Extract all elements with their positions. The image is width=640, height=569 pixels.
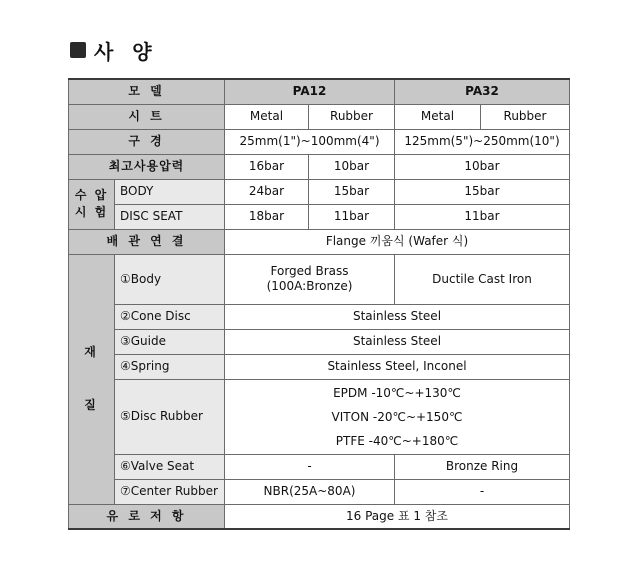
max-pressure-label: 최고사용압력 (69, 154, 225, 179)
material-center-rubber-pa12: NBR(25A~80A) (225, 479, 395, 504)
row-material-disc-rubber (69, 379, 570, 454)
hydro-disc-pa32: 11bar (395, 204, 570, 229)
material-valve-seat-label: ⑥Valve Seat (115, 454, 225, 479)
hydro-disc-pa12-metal: 18bar (225, 204, 309, 229)
hydro-body-pa12-metal: 24bar (225, 179, 309, 204)
row-material-guide (69, 329, 570, 354)
material-label (69, 254, 115, 504)
model-pa32: PA32 (395, 79, 570, 104)
seat-pa12-metal: Metal (225, 104, 309, 129)
material-disc-rubber-label: ⑤Disc Rubber (115, 379, 225, 454)
row-material-cone (69, 304, 570, 329)
material-cone-value: Stainless Steel (225, 304, 570, 329)
material-body-pa12-line2: (100A:Bronze) (266, 279, 353, 293)
material-body-pa12-line1: Forged Brass (270, 264, 349, 278)
seat-pa12-rubber: Rubber (309, 104, 395, 129)
material-label-bottom: 질 (84, 398, 99, 412)
max-pressure-pa12-metal: 16bar (225, 154, 309, 179)
row-material-center-rubber (69, 479, 570, 504)
row-hydro-disc (69, 204, 570, 229)
row-model (69, 79, 570, 104)
seat-pa32-metal: Metal (395, 104, 481, 129)
section-title (70, 36, 158, 64)
spec-table (68, 78, 570, 530)
max-pressure-pa32: 10bar (395, 154, 570, 179)
material-guide-label: ③Guide (115, 329, 225, 354)
material-body-pa32: Ductile Cast Iron (395, 254, 570, 304)
flow-resistance-label: 유 로 저 항 (69, 504, 225, 529)
material-body-label: ①Body (115, 254, 225, 304)
material-spring-value: Stainless Steel, Inconel (225, 354, 570, 379)
square-bullet-icon (70, 42, 86, 58)
material-center-rubber-pa32: - (395, 479, 570, 504)
hydro-test-label-line1: 수 압 (74, 188, 109, 202)
max-pressure-pa12-rubber: 10bar (309, 154, 395, 179)
material-spring-label: ④Spring (115, 354, 225, 379)
seat-label: 시 트 (69, 104, 225, 129)
hydro-body-pa32: 15bar (395, 179, 570, 204)
seat-pa32-rubber: Rubber (481, 104, 570, 129)
disc-rubber-viton: VITON -20℃~+150℃ (331, 409, 463, 424)
section-title-text: 사 양 (94, 39, 158, 64)
row-max-pressure (69, 154, 570, 179)
flow-resistance-value: 16 Page 표 1 참조 (225, 504, 570, 529)
hydro-test-label-line2: 시 험 (74, 205, 109, 219)
connection-value: Flange 끼움식 (Wafer 식) (225, 229, 570, 254)
row-material-valve-seat (69, 454, 570, 479)
material-guide-value: Stainless Steel (225, 329, 570, 354)
hydro-disc-pa12-rubber: 11bar (309, 204, 395, 229)
model-pa12: PA12 (225, 79, 395, 104)
material-disc-rubber-values (225, 379, 570, 454)
connection-label: 배 관 연 결 (69, 229, 225, 254)
disc-rubber-epdm: EPDM -10℃~+130℃ (333, 385, 461, 400)
disc-rubber-ptfe: PTFE -40℃~+180℃ (335, 433, 459, 448)
material-valve-seat-pa12: - (225, 454, 395, 479)
row-size (69, 129, 570, 154)
row-hydro-body (69, 179, 570, 204)
size-pa32: 125mm(5")~250mm(10") (395, 129, 570, 154)
size-pa12: 25mm(1")~100mm(4") (225, 129, 395, 154)
model-label: 모 델 (69, 79, 225, 104)
material-label-top: 재 (84, 345, 99, 359)
material-valve-seat-pa32: Bronze Ring (395, 454, 570, 479)
material-body-pa12 (225, 254, 395, 304)
material-center-rubber-label: ⑦Center Rubber (115, 479, 225, 504)
row-connection (69, 229, 570, 254)
hydro-disc-label: DISC SEAT (115, 204, 225, 229)
row-material-body (69, 254, 570, 304)
row-seat (69, 104, 570, 129)
size-label: 구 경 (69, 129, 225, 154)
hydro-body-label: BODY (115, 179, 225, 204)
material-cone-label: ②Cone Disc (115, 304, 225, 329)
row-flow-resistance (69, 504, 570, 529)
row-material-spring (69, 354, 570, 379)
hydro-test-label (69, 179, 115, 229)
hydro-body-pa12-rubber: 15bar (309, 179, 395, 204)
